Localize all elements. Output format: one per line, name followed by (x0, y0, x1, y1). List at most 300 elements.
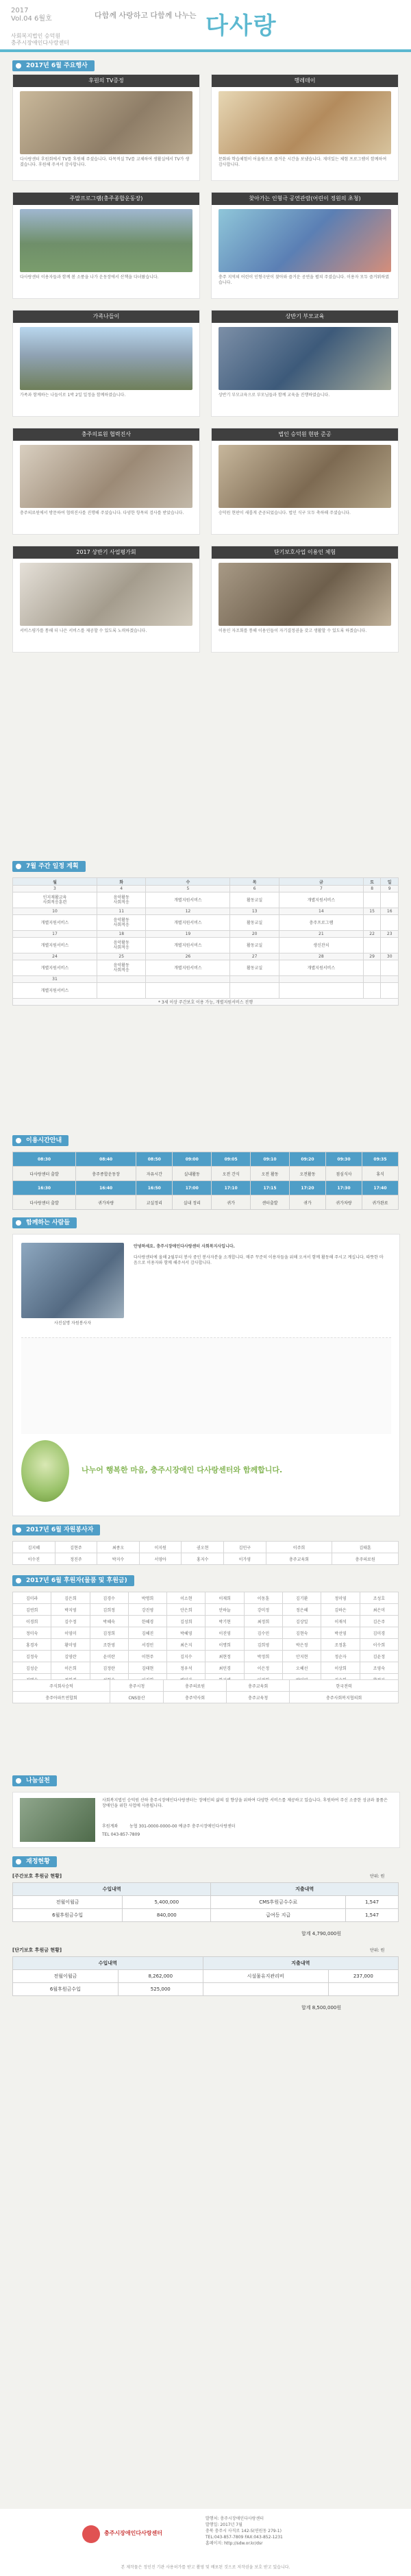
name-cell: 김수정 (51, 1616, 90, 1627)
section-title: 나눔실천 (26, 1777, 50, 1784)
day-header: 화 (97, 878, 146, 886)
volunteer-feature (12, 1234, 400, 1516)
bullet-icon (16, 1527, 21, 1533)
name-cell: 김기환 (283, 1592, 321, 1604)
section-heading-events (12, 60, 95, 71)
name-cell: 한국전력 (290, 1680, 399, 1692)
card-title: 행레데이 (212, 75, 398, 87)
name-cell: 정은혜 (283, 1604, 321, 1616)
date-cell: 3 (13, 886, 97, 892)
card-title: 2017 상반기 사업평가회 (13, 546, 199, 559)
list-row (13, 1592, 399, 1604)
name-cell: 홍지수 (182, 1553, 224, 1565)
hours-cell: 귀가차량 (325, 1195, 362, 1210)
volunteer-lead: 안녕하세요. 충주시장애인다사랑센터 사회복지사입니다. (134, 1244, 235, 1249)
name-cell: 김은주 (360, 1616, 398, 1627)
card-title: 가족나들이 (13, 311, 199, 323)
event-photo (219, 327, 391, 390)
calendar-note-row (13, 999, 399, 1006)
name-cell: 최종오 (97, 1542, 140, 1553)
date-cell: 6 (230, 886, 279, 892)
hours-cell: 16:40 (76, 1181, 136, 1195)
center-logo (82, 2521, 164, 2549)
event-row (13, 915, 399, 931)
event-cell: 개별지원서비스 (13, 915, 97, 931)
hours-cell: 09:10 (251, 1152, 290, 1167)
event-cell: 충주프로그램 (279, 915, 363, 931)
event-cell (363, 915, 381, 931)
event-card (12, 310, 200, 417)
name-cell: 권오현 (182, 1542, 224, 1553)
footer-notice: 본 제작물은 정인진 기관 사용허가를 받고 촬영 및 배포된 것으로 저작권을 보호 받고 있습니다. (121, 2565, 290, 2570)
hours-cell: 17:40 (362, 1181, 398, 1195)
date-cell (279, 976, 363, 983)
name-cell: 이소현 (167, 1592, 206, 1604)
name-cell: 정우석 (167, 1662, 206, 1674)
date-cell: 4 (97, 886, 146, 892)
name-cell: 박정희 (244, 1651, 282, 1662)
event-cell (381, 892, 399, 908)
card-title: 단기보호사업 이용인 체험 (212, 546, 398, 559)
date-cell: 11 (97, 908, 146, 915)
list-row (13, 1542, 399, 1553)
list-row (13, 1651, 399, 1662)
hours-cell: 17:30 (325, 1181, 362, 1195)
hours-cell: 오전 활동 (251, 1167, 290, 1181)
hours-cell: 08:30 (13, 1152, 76, 1167)
org-line-2: 충주시장애인다사랑센터 (11, 40, 70, 46)
name-cell: 김윤정 (360, 1651, 398, 1662)
hours-row (13, 1195, 399, 1210)
date-cell (381, 976, 399, 983)
event-cell: 생신잔치 (279, 938, 363, 953)
event-card (211, 192, 399, 299)
finance-cell: 1,547 (346, 1909, 399, 1922)
name-cell: 강진영 (128, 1604, 166, 1616)
hours-cell: 09:30 (325, 1152, 362, 1167)
date-cell: 12 (146, 908, 230, 915)
finance-row (13, 1896, 399, 1909)
event-cell: 개별지원서비스 (146, 915, 230, 931)
finance-header-row (13, 1883, 399, 1896)
event-card (211, 428, 399, 535)
date-cell: 8 (363, 886, 381, 892)
card-description: 이용인 자조회를 통해 이용인들이 자기결정권을 갖고 생활할 수 있도록 하겠습니다. (219, 629, 367, 633)
calendar-note: * 3세 이상 주간보호 이용 가능, 개별지원서비스 진행 (13, 999, 399, 1006)
date-cell: 29 (363, 953, 381, 960)
name-cell: 이동훈 (244, 1592, 282, 1604)
finance-table-2 (12, 1956, 399, 1996)
date-cell (363, 976, 381, 983)
bullet-icon (16, 1578, 21, 1583)
name-cell: 최현정 (206, 1651, 244, 1662)
finance-cell: 급여등 지급 (211, 1909, 346, 1922)
section-heading-hours (12, 1135, 68, 1146)
event-row (13, 938, 399, 953)
card-description: 다사랑센터 후원회에서 TV를 후원해 주셨습니다. 다목적실 TV를 교체하여 생활실에서 TV가 생겼습니다. 후원해 주셔서 감사합니다. (20, 157, 190, 167)
finance-cell: 전월이월금 (13, 1970, 119, 1983)
event-cell: 음악활동 사회적응 (97, 892, 146, 908)
building-photo (20, 1798, 95, 1842)
event-photo (219, 209, 391, 272)
card-title: 주말프로그램(충주종합운동장) (13, 193, 199, 205)
name-cell: 김태현 (128, 1662, 166, 1674)
name-cell: 이수희 (360, 1639, 398, 1651)
day-header: 수 (146, 878, 230, 886)
date-cell (146, 976, 230, 983)
event-cell (97, 983, 146, 999)
name-cell: 김경수 (90, 1592, 128, 1604)
event-cell: 음악활동 사회적응 (97, 915, 146, 931)
card-title: 상반기 부모교육 (212, 311, 398, 323)
date-cell: 28 (279, 953, 363, 960)
hours-cell: 자유시간 (136, 1167, 173, 1181)
date-row (13, 908, 399, 915)
hours-header-row (13, 1152, 399, 1167)
volunteer-body: 다사랑센터에 올해 2월부터 봉사 중인 봉사자분을 소개합니다. 매주 꾸준히 이용자들을 위해 오셔서 함께 활동해 주시고 계십니다. 따뜻한 마음으로 이용자와 함께 해주셔서 감사합니다. (134, 1255, 384, 1265)
date-cell: 23 (381, 931, 399, 938)
name-cell: 서영아 (139, 1553, 182, 1565)
hours-cell: 귀가완료 (362, 1195, 398, 1210)
name-cell: 김은희 (51, 1592, 90, 1604)
name-cell: 김상일 (283, 1616, 321, 1627)
volunteer-photo (21, 1243, 124, 1318)
date-cell (97, 976, 146, 983)
monthly-calendar (12, 877, 399, 1006)
finance-cell (203, 1983, 328, 1996)
day-header: 토 (363, 878, 381, 886)
name-cell: 김태훈 (332, 1542, 399, 1553)
date-cell: 20 (230, 931, 279, 938)
event-cell: 개별지원서비스 (279, 960, 363, 976)
card-title: 후원의 TV증정 (13, 75, 199, 87)
event-cell: 개별지원서비스 (146, 892, 230, 908)
name-cell: 김정란 (90, 1662, 128, 1674)
name-cell: 충주약사회 (164, 1692, 227, 1703)
finance-cell: 시설물유지관리비 (203, 1970, 328, 1983)
event-cell: 활동교실 (230, 915, 279, 931)
date-cell: 13 (230, 908, 279, 915)
name-cell: 박기현 (206, 1616, 244, 1627)
event-cell: 개별지원서비스 (13, 960, 97, 976)
section-title: 7월 주간 일정 계획 (26, 863, 79, 870)
name-cell: 충주교육회 (266, 1553, 332, 1565)
name-cell: 이가영 (224, 1553, 266, 1565)
list-row (13, 1616, 399, 1627)
footer-info (206, 2516, 283, 2547)
day-header: 월 (13, 878, 97, 886)
date-row (13, 976, 399, 983)
name-cell: 정진주 (55, 1553, 97, 1565)
date-cell: 9 (381, 886, 399, 892)
card-description: 문화와 학습체험이 어울림으로 즐거운 시간을 보냈습니다. 재미있는 체험 프로그램이 함께하여 감사합니다. (219, 157, 387, 167)
section-title: 2017년 6월 자원봉사자 (26, 1527, 94, 1533)
name-cell: 충주아파트연합회 (13, 1692, 110, 1703)
name-cell: 이영미 (51, 1627, 90, 1639)
card-description: 충주 지역의 어린이 인형극단이 찾아와 즐거운 공연을 펼쳐 주셨습니다. 이용자 모두 즐거워하였습니다. (219, 275, 389, 285)
logo-mark-icon (82, 2525, 100, 2543)
name-cell: 충주교육회 (227, 1680, 290, 1692)
event-card (12, 546, 200, 653)
event-card (211, 310, 399, 417)
name-cell: 안은희 (167, 1604, 206, 1616)
name-cell: 김희영 (244, 1639, 282, 1651)
finance-row (13, 1909, 399, 1922)
date-cell: 26 (146, 953, 230, 960)
date-cell: 5 (146, 886, 230, 892)
footer-homepage[interactable]: 홈페이지: http://sdw.or.kr/dsr (206, 2541, 263, 2546)
name-cell: 김혜진 (128, 1627, 166, 1639)
list-row (13, 1662, 399, 1674)
event-cell: 활동교실 (230, 892, 279, 908)
hours-cell: 17:15 (251, 1181, 290, 1195)
name-cell: 황미영 (51, 1639, 90, 1651)
header-divider (0, 49, 411, 52)
finance-header-cell: 수입내역 (13, 1883, 211, 1896)
name-cell: 이은정 (244, 1662, 282, 1674)
name-cell: 이재희 (206, 1592, 244, 1604)
name-cell: 김영란 (51, 1651, 90, 1662)
hours-cell: 귀가차량 (76, 1195, 136, 1210)
date-cell (230, 976, 279, 983)
name-cell: 이수진 (13, 1553, 55, 1565)
finance-title-1: [주간보호 후원금 현황] (12, 1873, 62, 1879)
finance-table-1 (12, 1882, 399, 1922)
finance-cell (328, 1983, 398, 1996)
finance-unit-1: 단위: 원 (370, 1874, 385, 1879)
finance-cell: CMS후원금수수료 (211, 1896, 346, 1909)
event-photo (20, 563, 192, 626)
date-cell: 19 (146, 931, 230, 938)
name-cell: 조정훈 (321, 1639, 360, 1651)
date-cell: 24 (13, 953, 97, 960)
name-cell: 충주시청 (110, 1680, 164, 1692)
finance-cell: 8,262,000 (118, 1970, 203, 1983)
footer-publisher: 발행처: 충주시장애인다사랑센터 (206, 2516, 264, 2521)
header (0, 0, 411, 49)
name-cell: 김지혜 (13, 1542, 55, 1553)
section-heading-sharing (12, 1775, 57, 1786)
name-cell: 조한영 (90, 1639, 128, 1651)
name-cell: 김연희 (13, 1604, 51, 1616)
finance-cell: 전월이월금 (13, 1896, 123, 1909)
section-title: 2017년 6월 주요행사 (26, 62, 88, 69)
event-cell: 인지재활교육 사회적응훈련 (13, 892, 97, 908)
event-cell (381, 938, 399, 953)
volunteer-list (12, 1541, 399, 1565)
hours-cell: 16:50 (136, 1181, 173, 1195)
name-cell: 김민구 (224, 1542, 266, 1553)
footer-address: 충북 충주시 사직로 142-5(연원동 279-1) (206, 2529, 282, 2534)
section-title: 2017년 6월 후원자(물품 및 후원금) (26, 1577, 127, 1584)
day-header: 목 (230, 878, 279, 886)
name-cell: 김미경 (360, 1627, 398, 1639)
event-cell: 개별지원서비스 (279, 892, 363, 908)
event-cell (381, 915, 399, 931)
event-cell: 개별지원서비스 (13, 938, 97, 953)
event-photo (219, 445, 391, 508)
date-cell: 17 (13, 931, 97, 938)
name-cell: 김성순 (13, 1662, 51, 1674)
event-cell (279, 983, 363, 999)
card-description: 서비스평가를 통해 더 나은 서비스를 제공할 수 있도록 노력하겠습니다. (20, 629, 147, 633)
calendar-header-row (13, 878, 399, 886)
logo-title: 다사랑 (206, 12, 277, 40)
finance-header-cell: 지출내역 (203, 1957, 398, 1970)
finance-row (13, 1983, 399, 1996)
name-cell: 조영숙 (360, 1662, 398, 1674)
volunteer-body-extended (21, 1337, 391, 1434)
photo-caption: 사진설명 자원봉사자 (53, 1321, 92, 1326)
event-photo (20, 327, 192, 390)
finance-total-2: 합계 8,500,000원 (301, 2005, 342, 2010)
org-line-1: 사회복지법인 승덕원 (11, 33, 61, 39)
name-cell: 조성호 (360, 1592, 398, 1604)
card-description: 충주의료원에서 방문하여 협력진사를 진행해 주셨습니다. 다양한 항목의 검사를 받았습니다. (20, 511, 184, 515)
hours-cell: 09:05 (212, 1152, 251, 1167)
date-cell: 31 (13, 976, 97, 983)
event-cell (363, 960, 381, 976)
card-title: 충주의료원 협력진사 (13, 428, 199, 441)
card-description: 상반기 부모교육으로 부모님들과 함께 교육을 진행하였습니다. (219, 393, 330, 398)
name-cell: 충주사회복지협의회 (290, 1692, 399, 1703)
footer-date: 발행일: 2017년 7월 (206, 2523, 242, 2527)
name-cell: 최은미 (360, 1604, 398, 1616)
date-row (13, 931, 399, 938)
list-row (13, 1692, 399, 1703)
finance-header-row (13, 1957, 399, 1970)
donor-org-list (12, 1679, 399, 1703)
date-cell: 27 (230, 953, 279, 960)
hours-cell: 08:40 (76, 1152, 136, 1167)
date-cell: 10 (13, 908, 97, 915)
name-cell: 김하은 (321, 1604, 360, 1616)
hours-cell: 휴식 (362, 1167, 398, 1181)
event-card (211, 74, 399, 181)
event-cell (146, 983, 230, 999)
name-cell: 윤미란 (90, 1651, 128, 1662)
event-card (211, 546, 399, 653)
account-info: 농협 301-0000-0000-00 예금주 충주시장애인다사랑센터 (129, 1824, 236, 1829)
daily-hours-table (12, 1152, 399, 1210)
issue-info (11, 7, 52, 23)
bullet-icon (16, 63, 21, 69)
hours-cell: 점심식사 (325, 1167, 362, 1181)
name-cell: 박명희 (128, 1592, 166, 1604)
finance-cell: 525,000 (118, 1983, 203, 1996)
name-cell: 이경희 (13, 1616, 51, 1627)
name-cell: 김희정 (90, 1604, 128, 1616)
name-cell: 이지원 (139, 1542, 182, 1553)
section-heading-schedule (12, 861, 86, 872)
card-title: 찾아가는 인형극 공연관람(어린이 정원의 초청) (212, 193, 398, 205)
list-row (13, 1639, 399, 1651)
phone-info: TEL 043-857-7809 (102, 1832, 140, 1837)
event-cell: 활동교실 (230, 960, 279, 976)
hours-header-row (13, 1181, 399, 1195)
name-cell: 정미영 (321, 1592, 360, 1604)
event-photo (20, 209, 192, 272)
card-title: 법인 승덕원 현판 준공 (212, 428, 398, 441)
list-row (13, 1604, 399, 1616)
event-photo (219, 91, 391, 154)
finance-cell: 237,000 (328, 1970, 398, 1983)
closing-quote: 나누어 행복한 마음, 충주시장애인 다사랑센터와 함께합니다. (82, 1466, 283, 1474)
event-cell: 활동교실 (230, 938, 279, 953)
hours-cell: 09:20 (289, 1152, 325, 1167)
name-cell: 박은정 (283, 1639, 321, 1651)
footer-phone: TEL:043-857-7809 FAX:043-852-1231 (206, 2535, 283, 2540)
name-cell: 안하늘 (206, 1604, 244, 1616)
event-cell: 개별지원서비스 (146, 938, 230, 953)
hours-cell: 다사랑센터 출발 (13, 1167, 76, 1181)
issue-year: 2017 (11, 7, 29, 14)
event-cell (363, 938, 381, 953)
name-cell: 김성희 (167, 1616, 206, 1627)
hours-cell: 충주종합운동장 (76, 1167, 136, 1181)
bullet-icon (16, 1778, 21, 1784)
name-cell: 충주교육청 (227, 1692, 290, 1703)
date-row (13, 886, 399, 892)
hours-cell: 귀가 (289, 1195, 325, 1210)
hours-cell: 16:30 (13, 1181, 76, 1195)
name-cell: 이주희 (266, 1542, 332, 1553)
event-cell (230, 983, 279, 999)
name-cell: 박선영 (321, 1627, 360, 1639)
donor-list (12, 1592, 399, 1686)
name-cell: 정순자 (321, 1651, 360, 1662)
finance-cell: 6월후원금수입 (13, 1909, 123, 1922)
section-heading-people (12, 1217, 77, 1228)
section-title: 이용시간안내 (26, 1137, 62, 1144)
calendar-body (13, 886, 399, 999)
section-title: 함께하는 사람들 (26, 1219, 70, 1226)
hours-cell: 09:00 (173, 1152, 212, 1167)
name-cell: 안지현 (283, 1651, 321, 1662)
name-cell: 김미라 (13, 1592, 51, 1604)
card-description: 다사랑센터 이용자들과 함께 봄 소풍을 나가 운동장에서 산책을 다녀왔습니다. (20, 275, 159, 280)
name-cell: 한혜경 (128, 1616, 166, 1627)
name-cell: 최정희 (244, 1616, 282, 1627)
logo-text: 충주시장애인다사랑센터 (104, 2530, 163, 2536)
section-heading-finance (12, 1856, 57, 1867)
name-cell: 김정숙 (13, 1651, 51, 1662)
date-cell: 21 (279, 931, 363, 938)
event-card (12, 192, 200, 299)
name-cell: 주식회사승덕 (13, 1680, 110, 1692)
finance-header-cell: 지출내역 (211, 1883, 399, 1896)
bullet-icon (16, 864, 21, 869)
section-heading-volunteers (12, 1524, 100, 1535)
event-cell: 개별지원서비스 (146, 960, 230, 976)
hours-cell: 센터출발 (251, 1195, 290, 1210)
issue-number: Vol.04 6월호 (11, 15, 52, 23)
name-cell: 최은지 (167, 1639, 206, 1651)
footer (0, 2509, 411, 2576)
date-row (13, 953, 399, 960)
date-cell: 25 (97, 953, 146, 960)
name-cell: 홍경자 (13, 1639, 51, 1651)
event-cell: 음악활동 사회적응 (97, 938, 146, 953)
event-cell: 음악활동 사회적응 (97, 960, 146, 976)
hours-cell: 09:35 (362, 1152, 398, 1167)
bullet-icon (16, 1138, 21, 1143)
finance-cell: 1,547 (346, 1896, 399, 1909)
name-cell: 박지영 (51, 1604, 90, 1616)
list-row (13, 1553, 399, 1565)
date-cell: 22 (363, 931, 381, 938)
list-row (13, 1680, 399, 1692)
